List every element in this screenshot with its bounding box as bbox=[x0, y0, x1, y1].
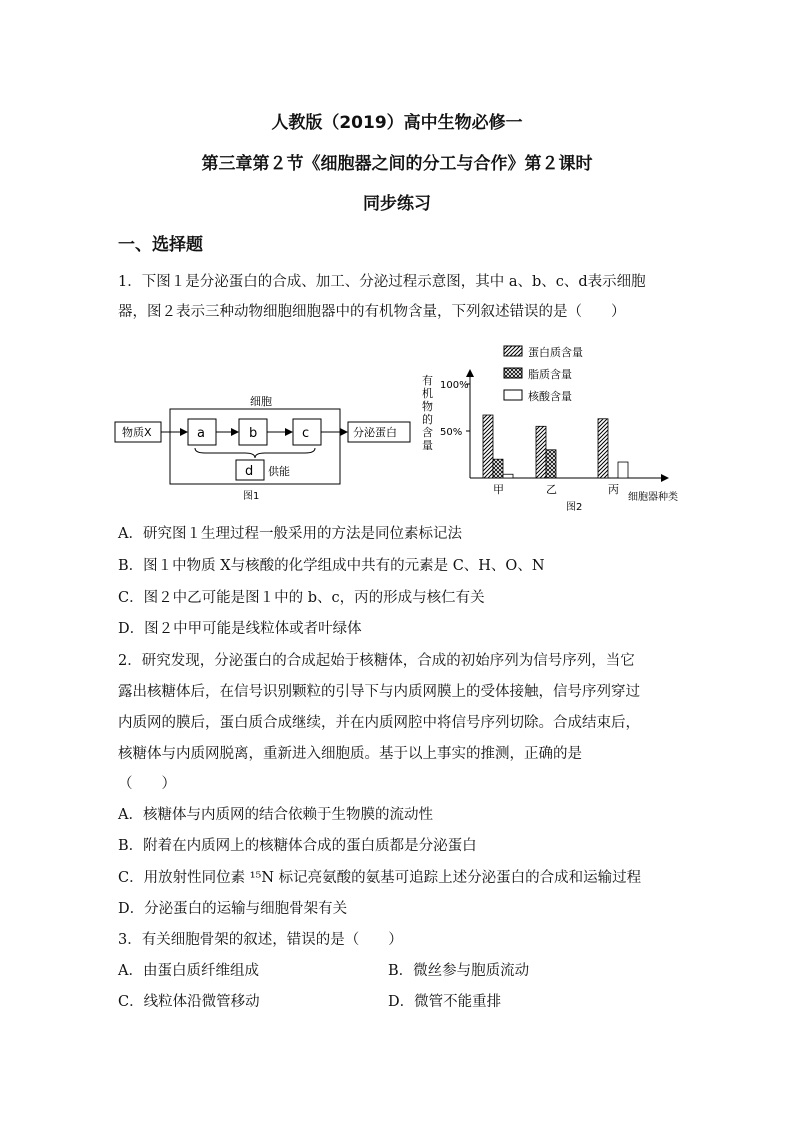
y-tick-label: 100% bbox=[440, 380, 469, 391]
q1-stem-line-2: 器，图２表示三种动物细胞细胞器中的有机物含量，下列叙述错误的是（ ） bbox=[118, 304, 626, 320]
fig1-label-c: c bbox=[302, 426, 310, 441]
bar-乙-0 bbox=[536, 426, 546, 478]
fig1-output-label: 分泌蛋白 bbox=[353, 426, 397, 439]
bar-甲-2 bbox=[503, 474, 513, 478]
q1-stem-line-1: 1．下图１是分泌蛋白的合成、加工、分泌过程示意图，其中 a、b、c、d表示细胞 bbox=[118, 274, 646, 290]
q1-option-b: B．图１中物质 X与核酸的化学组成中共有的元素是 C、H、O、N bbox=[118, 558, 545, 574]
q1-option-c: C．图２中乙可能是图１中的 b、c，丙的形成与核仁有关 bbox=[118, 590, 485, 606]
chart-bars bbox=[483, 415, 628, 478]
bar-甲-0 bbox=[483, 415, 493, 478]
q2-stem-line-4: 核糖体与内质网脱离，重新进入细胞质。基于以上事实的推测，正确的是 bbox=[118, 746, 582, 762]
bar-乙-1 bbox=[546, 450, 556, 478]
q3-option-a: A．由蛋白质纤维组成 bbox=[118, 963, 259, 979]
title-line-1: 人教版（2019）高中生物必修一 bbox=[271, 113, 523, 133]
x-category-label: 乙 bbox=[546, 483, 557, 496]
fig2-caption: 图2 bbox=[566, 502, 583, 513]
legend-label: 脂质含量 bbox=[528, 368, 572, 381]
title-line-3: 同步练习 bbox=[363, 194, 431, 214]
q1-option-a: A．研究图１生理过程一般采用的方法是同位素标记法 bbox=[118, 526, 462, 542]
title-line-2: 第三章第２节《细胞器之间的分工与合作》第２课时 bbox=[201, 154, 593, 174]
fig1-caption: 图1 bbox=[243, 491, 260, 502]
q2-stem-line-2: 露出核糖体后，在信号识别颗粒的引导下与内质网膜上的受体接触，信号序列穿过 bbox=[118, 684, 640, 700]
fig1-label-a: a bbox=[197, 426, 205, 441]
q3-option-b: B．微丝参与胞质流动 bbox=[388, 963, 530, 979]
bar-丙-2 bbox=[618, 462, 628, 478]
legend-swatch bbox=[504, 368, 522, 378]
q3-option-c: C．线粒体沿微管移动 bbox=[118, 994, 260, 1010]
q2-stem-line-3: 内质网的膜后，蛋白质合成继续，并在内质网腔中将信号序列切除。合成结束后， bbox=[118, 715, 640, 731]
q2-stem-line-5: （ ） bbox=[118, 776, 176, 792]
q3-stem: 3．有关细胞骨架的叙述，错误的是（ ） bbox=[118, 932, 403, 948]
figure-1-diagram bbox=[110, 385, 415, 510]
y-ticks bbox=[440, 380, 470, 438]
q1-option-d: D．图２中甲可能是线粒体或者叶绿体 bbox=[118, 621, 362, 637]
fig1-supply-label: 供能 bbox=[268, 465, 290, 478]
fig1-input-label: 物质X bbox=[122, 426, 152, 439]
q2-option-d: D．分泌蛋白的运输与细胞骨架有关 bbox=[118, 901, 348, 917]
q2-option-b: B．附着在内质网上的核糖体合成的蛋白质都是分泌蛋白 bbox=[118, 838, 477, 854]
y-axis-label bbox=[422, 374, 433, 452]
x-categories bbox=[493, 483, 619, 496]
fig1-brace bbox=[195, 448, 315, 458]
legend-label: 核酸含量 bbox=[528, 390, 572, 403]
chart-legend bbox=[504, 345, 583, 403]
y-tick-label: 50% bbox=[440, 427, 463, 438]
x-category-label: 甲 bbox=[493, 483, 504, 496]
legend-swatch bbox=[504, 346, 522, 356]
figure-2-chart bbox=[418, 340, 698, 515]
fig1-label-d: d bbox=[245, 464, 254, 479]
q3-option-d: D．微管不能重排 bbox=[388, 994, 502, 1010]
x-axis-label: 细胞器种类 bbox=[628, 492, 678, 503]
fig1-cell-label: 细胞 bbox=[250, 395, 272, 408]
q2-stem-line-1: 2．研究发现，分泌蛋白的合成起始于核糖体，合成的初始序列为信号序列，当它 bbox=[118, 653, 635, 669]
q2-option-c: C．用放射性同位素 ¹⁵N 标记亮氨酸的氨基可追踪上述分泌蛋白的合成和运输过程 bbox=[118, 870, 642, 886]
fig1-label-b: b bbox=[249, 426, 258, 441]
x-category-label: 丙 bbox=[608, 483, 619, 496]
fig1-cell-outline bbox=[170, 409, 340, 484]
y-axis-label-text: 有机物的含量 bbox=[422, 374, 433, 452]
legend-label: 蛋白质含量 bbox=[528, 346, 583, 359]
bar-丙-0 bbox=[598, 419, 608, 478]
bar-甲-1 bbox=[493, 459, 503, 478]
legend-swatch bbox=[504, 390, 522, 400]
q2-option-a: A．核糖体与内质网的结合依赖于生物膜的流动性 bbox=[118, 807, 433, 823]
section-heading: 一、选择题 bbox=[118, 235, 203, 255]
